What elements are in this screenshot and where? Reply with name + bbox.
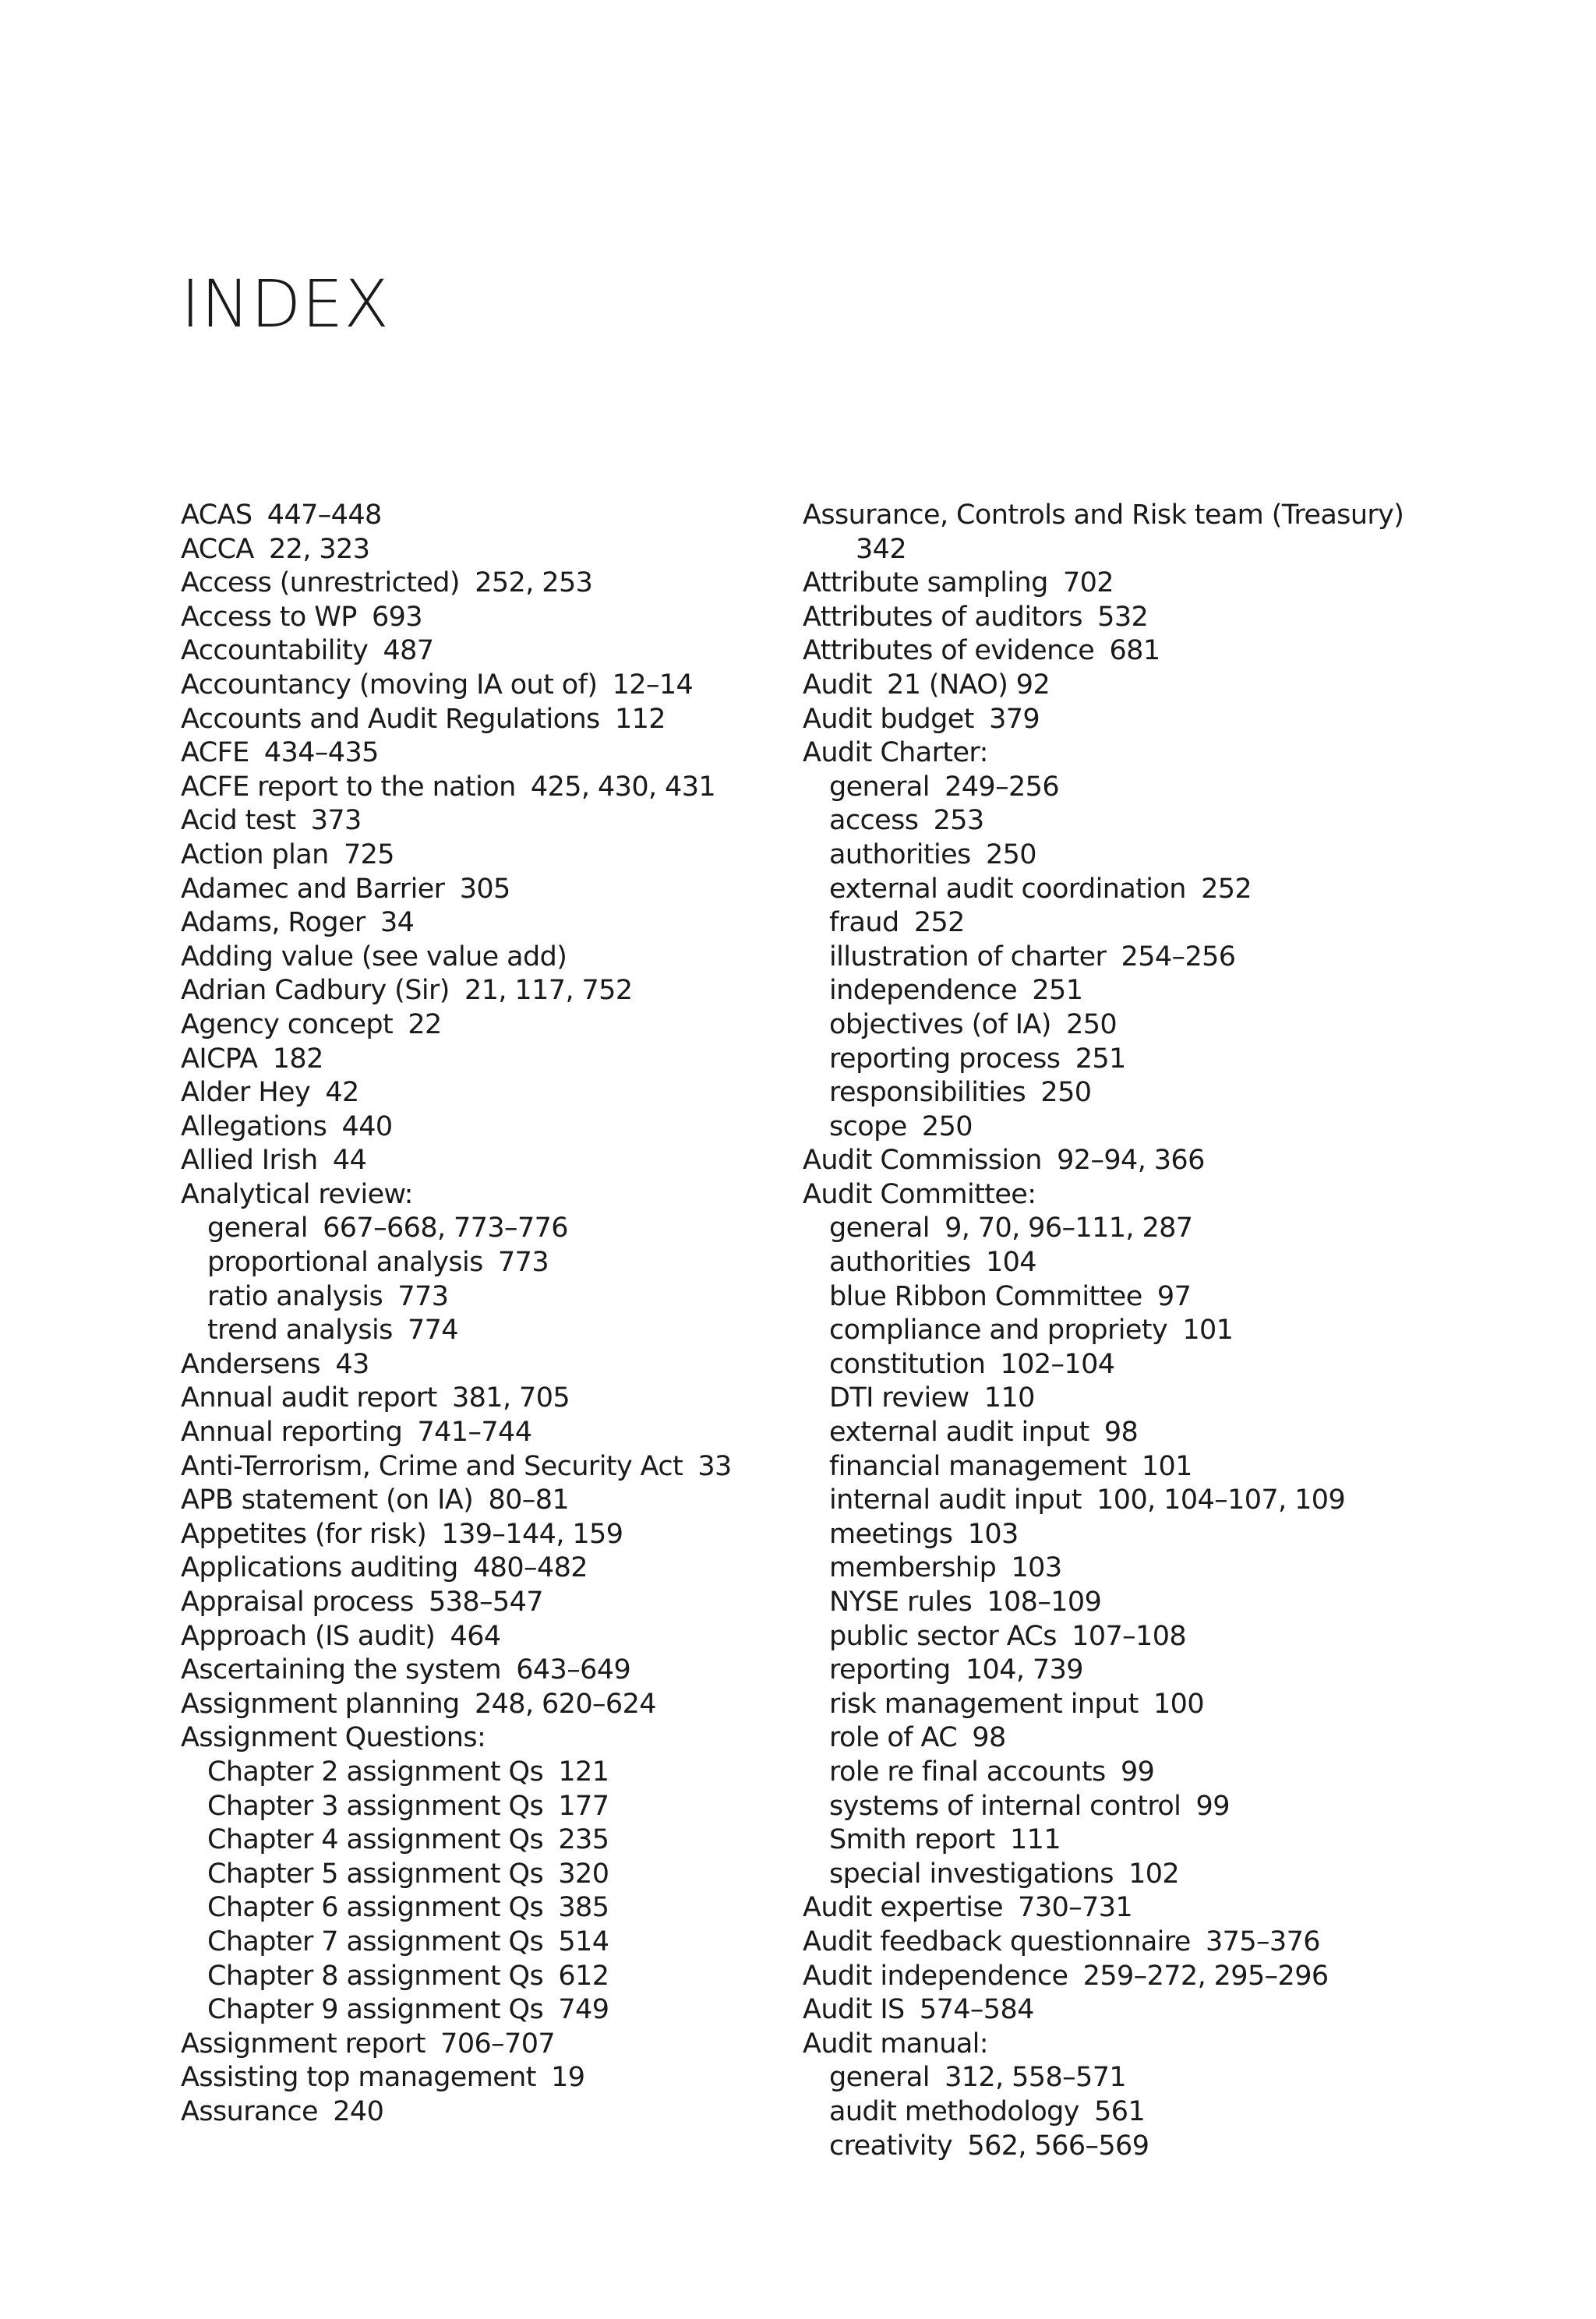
- index-term: Chapter 4 assignment Qs: [207, 1824, 544, 1856]
- index-term: compliance and propriety: [829, 1315, 1168, 1347]
- index-page-refs: 235: [558, 1824, 609, 1856]
- index-page-refs: 667–668, 773–776: [323, 1212, 568, 1244]
- index-page-refs: 702: [1062, 567, 1114, 599]
- index-page-refs: 98: [1103, 1417, 1139, 1449]
- index-page-refs: 514: [558, 1925, 609, 1957]
- index-term: trend analysis: [207, 1315, 393, 1347]
- index-entry: [181, 499, 804, 533]
- index-entry: [803, 736, 1504, 771]
- index-term: Audit feedback questionnaire: [803, 1925, 1191, 1957]
- index-term: Chapter 2 assignment Qs: [207, 1756, 544, 1788]
- index-subentry: [803, 1314, 1504, 1348]
- index-page-refs: 112: [614, 703, 666, 735]
- index-page-refs: 730–731: [1018, 1892, 1133, 1924]
- index-term: Audit manual:: [803, 2028, 988, 2060]
- index-page-refs: 532: [1097, 601, 1149, 633]
- index-term: audit methodology: [829, 2095, 1079, 2127]
- index-page-refs: 103: [1011, 1552, 1062, 1584]
- index-term: Alder Hey: [181, 1077, 311, 1109]
- index-page-refs: 121: [558, 1756, 609, 1788]
- index-term: Attribute sampling: [803, 567, 1048, 599]
- index-entry: [803, 1178, 1504, 1212]
- index-page-refs: 99: [1120, 1756, 1155, 1788]
- index-page-refs: 612: [558, 1960, 609, 1992]
- index-page-refs: 320: [558, 1858, 609, 1890]
- index-subentry: [803, 1008, 1504, 1043]
- index-page-refs: 385: [558, 1892, 609, 1924]
- index-page-refs: 100: [1153, 1688, 1205, 1720]
- index-page-refs: 375–376: [1206, 1925, 1320, 1957]
- index-term: Assurance: [181, 2095, 318, 2127]
- index-page-refs: 22: [408, 1008, 442, 1040]
- index-subentry: [803, 1212, 1504, 1246]
- index-term: ACAS: [181, 499, 252, 531]
- index-column-left: [181, 499, 804, 2130]
- index-entry: [803, 1993, 1504, 2028]
- index-term: Audit Charter:: [803, 737, 988, 769]
- index-term: meetings: [829, 1518, 953, 1550]
- index-page-refs: 101: [1141, 1450, 1192, 1482]
- index-entry: [181, 1348, 804, 1382]
- index-subentry: [803, 1076, 1504, 1110]
- index-page-refs: 111: [1010, 1824, 1061, 1856]
- index-page-refs: 43: [335, 1348, 369, 1380]
- index-subentry: [803, 2095, 1504, 2130]
- index-page-refs: 773: [397, 1280, 449, 1312]
- index-term: Adamec and Barrier: [181, 873, 445, 905]
- index-page-refs: 373: [310, 805, 362, 837]
- index-page-refs: 381, 705: [451, 1382, 570, 1414]
- index-subentry: [803, 1551, 1504, 1586]
- index-subentry: [803, 1382, 1504, 1416]
- index-term: Assisting top management: [181, 2062, 536, 2094]
- index-term: Audit independence: [803, 1960, 1068, 1992]
- index-page-refs: 251: [1075, 1043, 1126, 1075]
- index-term: Assignment Questions:: [181, 1722, 486, 1754]
- index-entry: [803, 1925, 1504, 1960]
- index-subentry: [803, 1043, 1504, 1077]
- index-page-refs: 749: [558, 1994, 609, 2026]
- index-term: Audit: [803, 669, 872, 701]
- index-subentry: [181, 1823, 804, 1858]
- index-entry: [803, 1960, 1504, 1994]
- index-page-refs: 693: [371, 601, 422, 633]
- page-title: INDEX: [181, 266, 390, 342]
- index-subentry: [803, 941, 1504, 975]
- index-page-refs: 92–94, 366: [1057, 1145, 1205, 1177]
- index-page-refs: 561: [1094, 2095, 1146, 2127]
- index-entry: [803, 1144, 1504, 1178]
- index-term: Anti-Terrorism, Crime and Security Act: [181, 1450, 683, 1482]
- index-term: Adrian Cadbury (Sir): [181, 975, 450, 1007]
- index-subentry: [181, 1790, 804, 1824]
- index-page-refs: 643–649: [516, 1654, 631, 1686]
- index-term: special investigations: [829, 1858, 1114, 1890]
- index-page-refs: 22, 323: [269, 533, 370, 565]
- index-subentry: [803, 1280, 1504, 1315]
- index-page-refs: 252, 253: [475, 567, 593, 599]
- index-page-refs: 19: [551, 2062, 585, 2094]
- index-subentry: [803, 1348, 1504, 1382]
- index-page-refs: 774: [407, 1315, 458, 1347]
- index-page-refs: 248, 620–624: [474, 1688, 656, 1720]
- index-subentry: [803, 1450, 1504, 1484]
- index-term: Action plan: [181, 838, 329, 870]
- index-entry: [803, 703, 1504, 737]
- index-page-refs: 250: [1066, 1008, 1118, 1040]
- index-term: Annual reporting: [181, 1417, 403, 1449]
- index-term: Chapter 6 assignment Qs: [207, 1892, 544, 1924]
- index-entry: [181, 1043, 804, 1077]
- index-term: ACFE report to the nation: [181, 771, 516, 803]
- index-entry: [181, 771, 804, 805]
- index-subentry: [803, 1416, 1504, 1450]
- index-page-refs: 425, 430, 431: [530, 771, 716, 803]
- index-subentry: [803, 1858, 1504, 1892]
- index-page-refs: 562, 566–569: [967, 2130, 1149, 2162]
- index-entry: [803, 634, 1504, 669]
- index-term: Audit Commission: [803, 1145, 1042, 1177]
- index-subentry: [181, 1246, 804, 1280]
- index-page-refs: 254–256: [1121, 941, 1236, 972]
- index-entry: [181, 634, 804, 669]
- index-term: financial management: [829, 1450, 1127, 1482]
- index-entry: [181, 838, 804, 873]
- index-term: reporting: [829, 1654, 951, 1686]
- index-subentry: [803, 1246, 1504, 1280]
- index-term: Ascertaining the system: [181, 1654, 501, 1686]
- index-subentry: [803, 1721, 1504, 1756]
- index-page-refs: 107–108: [1072, 1620, 1187, 1652]
- index-term: internal audit input: [829, 1484, 1082, 1516]
- index-entry: [803, 601, 1504, 635]
- index-term: Applications auditing: [181, 1552, 458, 1584]
- index-term: Attributes of auditors: [803, 601, 1082, 633]
- index-subentry: [803, 1790, 1504, 1824]
- index-term: Chapter 9 assignment Qs: [207, 1994, 544, 2026]
- index-page-refs: 464: [450, 1620, 501, 1652]
- index-page-refs: 249–256: [945, 771, 1059, 803]
- index-term: proportional analysis: [207, 1247, 483, 1279]
- index-page-refs: 312, 558–571: [945, 2062, 1127, 2094]
- index-term: Attributes of evidence: [803, 635, 1095, 667]
- index-subentry: [803, 2061, 1504, 2095]
- index-entry: [181, 804, 804, 838]
- index-subentry: [803, 1654, 1504, 1688]
- index-term: general: [829, 771, 930, 803]
- index-entry: [181, 1110, 804, 1145]
- index-entry: [181, 1076, 804, 1110]
- index-entry: [181, 1450, 804, 1484]
- index-term: general: [829, 2062, 930, 2094]
- index-entry: [181, 974, 804, 1008]
- index-page-refs: 434–435: [263, 737, 379, 769]
- index-page-refs: 250: [985, 838, 1036, 870]
- index-subentry: [803, 873, 1504, 907]
- index-page-refs: 104: [985, 1247, 1036, 1279]
- index-term: general: [829, 1212, 930, 1244]
- index-page-refs: 252: [913, 907, 965, 939]
- index-term: external audit coordination: [829, 873, 1186, 905]
- index-page-refs: 240: [333, 2095, 384, 2127]
- index-term: reporting process: [829, 1043, 1061, 1075]
- index-term: Assurance, Controls and Risk team (Treasury): [803, 499, 1404, 531]
- index-page-refs: 139–144, 159: [441, 1518, 623, 1550]
- index-page-refs: 44: [332, 1145, 367, 1177]
- index-term: Accounts and Audit Regulations: [181, 703, 600, 735]
- index-term: Access to WP: [181, 601, 357, 633]
- index-term: public sector ACs: [829, 1620, 1057, 1652]
- index-page-refs: 251: [1032, 975, 1083, 1007]
- index-page-refs: 725: [343, 838, 394, 870]
- index-page-refs: 100, 104–107, 109: [1096, 1484, 1346, 1516]
- index-entry: [181, 941, 804, 975]
- index-term: Agency concept: [181, 1008, 394, 1040]
- index-term: scope: [829, 1110, 907, 1142]
- index-term: creativity: [829, 2130, 953, 2162]
- index-page-refs: 98: [972, 1722, 1006, 1754]
- index-term: Audit budget: [803, 703, 974, 735]
- index-subentry: [181, 1993, 804, 2028]
- index-term: authorities: [829, 838, 971, 870]
- index-entry: [181, 906, 804, 941]
- index-entry: [181, 2095, 804, 2130]
- index-entry: [181, 2028, 804, 2062]
- index-term: membership: [829, 1552, 997, 1584]
- index-page-refs: 33: [697, 1450, 732, 1482]
- index-term: objectives (of IA): [829, 1008, 1051, 1040]
- index-term: ACFE: [181, 737, 249, 769]
- index-entry: [181, 1416, 804, 1450]
- index-term: general: [207, 1212, 308, 1244]
- index-entry: [181, 1144, 804, 1178]
- index-subentry: [803, 1110, 1504, 1145]
- index-subentry: [803, 1586, 1504, 1620]
- index-entry: [181, 1620, 804, 1654]
- index-page-refs: 447–448: [267, 499, 382, 531]
- index-subentry: [803, 1688, 1504, 1722]
- index-subentry: [181, 1858, 804, 1892]
- index-term: Allegations: [181, 1110, 327, 1142]
- index-entry: [803, 499, 1504, 567]
- index-entry: [181, 1586, 804, 1620]
- index-term: Adding value (see value add): [181, 941, 567, 972]
- index-page-refs: 259–272, 295–296: [1082, 1960, 1329, 1992]
- index-page-refs: 99: [1195, 1790, 1230, 1822]
- index-term: ACCA: [181, 533, 254, 565]
- index-term: Accountability: [181, 635, 369, 667]
- index-term: DTI review: [829, 1382, 969, 1414]
- index-page-refs: 34: [380, 907, 415, 939]
- index-page-refs: 574–584: [919, 1994, 1034, 2026]
- index-page-refs: 102–104: [1000, 1348, 1115, 1380]
- index-page-refs: 706–707: [440, 2028, 556, 2060]
- index-term: illustration of charter: [829, 941, 1107, 972]
- index-entry: [181, 533, 804, 567]
- index-term: Chapter 3 assignment Qs: [207, 1790, 544, 1822]
- index-subentry: [181, 1960, 804, 1994]
- index-term: Accountancy (moving IA out of): [181, 669, 598, 701]
- index-term: Access (unrestricted): [181, 567, 460, 599]
- index-page-refs: 440: [341, 1110, 393, 1142]
- index-entry: [181, 703, 804, 737]
- index-term: risk management input: [829, 1688, 1139, 1720]
- index-page-refs: 103: [967, 1518, 1019, 1550]
- index-subentry: [181, 1212, 804, 1246]
- index-term: blue Ribbon Committee: [829, 1280, 1142, 1312]
- index-term: Chapter 8 assignment Qs: [207, 1960, 544, 1992]
- index-entry: [181, 1551, 804, 1586]
- index-subentry: [803, 1484, 1504, 1518]
- index-term: Audit Committee:: [803, 1178, 1036, 1210]
- index-term: access: [829, 805, 919, 837]
- index-entry: [803, 2028, 1504, 2062]
- index-page-refs: 773: [497, 1247, 549, 1279]
- index-page-refs: 681: [1109, 635, 1160, 667]
- index-entry: [181, 1008, 804, 1043]
- index-term: Assignment report: [181, 2028, 425, 2060]
- index-page-refs: 97: [1156, 1280, 1192, 1312]
- index-page-refs: 80–81: [488, 1484, 570, 1516]
- index-term: Audit expertise: [803, 1892, 1003, 1924]
- index-entry: [181, 669, 804, 703]
- index-subentry: [803, 1620, 1504, 1654]
- index-subentry: [803, 1823, 1504, 1858]
- index-entry: [181, 1178, 804, 1212]
- index-subentry: [803, 804, 1504, 838]
- index-subentry: [803, 771, 1504, 805]
- index-term: independence: [829, 975, 1018, 1007]
- index-page-refs: 177: [558, 1790, 609, 1822]
- index-subentry: [181, 1925, 804, 1960]
- index-term: Appraisal process: [181, 1587, 414, 1618]
- index-page-refs: 379: [989, 703, 1040, 735]
- index-term: fraud: [829, 907, 899, 939]
- index-page-refs: 480–482: [473, 1552, 588, 1584]
- index-page-refs: 253: [933, 805, 984, 837]
- index-term: AICPA: [181, 1043, 258, 1075]
- index-page-refs: 741–744: [417, 1417, 532, 1449]
- index-entry: [181, 1721, 804, 1756]
- index-term: Chapter 5 assignment Qs: [207, 1858, 544, 1890]
- index-term: role re final accounts: [829, 1756, 1106, 1788]
- index-term: ratio analysis: [207, 1280, 383, 1312]
- index-page-refs: 305: [459, 873, 510, 905]
- index-page-refs: 12–14: [612, 669, 694, 701]
- index-subentry: [803, 974, 1504, 1008]
- index-page-refs: 110: [983, 1382, 1035, 1414]
- index-entry: [803, 669, 1504, 703]
- index-page-refs: 250: [1040, 1077, 1092, 1109]
- index-subentry: [803, 2130, 1504, 2164]
- index-term: systems of internal control: [829, 1790, 1181, 1822]
- index-entry: [181, 1382, 804, 1416]
- index-page-refs: 342: [856, 533, 907, 565]
- index-term: Assignment planning: [181, 1688, 460, 1720]
- index-term: APB statement (on IA): [181, 1484, 474, 1516]
- index-subentry: [803, 1518, 1504, 1552]
- index-entry: [181, 601, 804, 635]
- index-term: Andersens: [181, 1348, 321, 1380]
- index-page-refs: 104, 739: [965, 1654, 1083, 1686]
- index-term: responsibilities: [829, 1077, 1026, 1109]
- index-term: Acid test: [181, 805, 296, 837]
- index-subentry: [181, 1280, 804, 1315]
- index-subentry: [181, 1314, 804, 1348]
- index-subentry: [803, 838, 1504, 873]
- index-term: Audit IS: [803, 1994, 905, 2026]
- index-entry: [803, 1891, 1504, 1925]
- index-page-refs: 21 (NAO) 92: [887, 669, 1050, 701]
- index-term: role of AC: [829, 1722, 958, 1754]
- index-page-refs: 250: [921, 1110, 973, 1142]
- index-term: Analytical review:: [181, 1178, 413, 1210]
- index-term: authorities: [829, 1247, 971, 1279]
- index-entry: [181, 1518, 804, 1552]
- index-term: Approach (IS audit): [181, 1620, 436, 1652]
- index-page-refs: 101: [1182, 1315, 1234, 1347]
- index-page-refs: 21, 117, 752: [464, 975, 633, 1007]
- index-term: constitution: [829, 1348, 986, 1380]
- index-entry: [181, 736, 804, 771]
- index-term: Adams, Roger: [181, 907, 365, 939]
- index-term: Chapter 7 assignment Qs: [207, 1925, 544, 1957]
- index-entry: [181, 2061, 804, 2095]
- index-term: Smith report: [829, 1824, 995, 1856]
- index-entry: [181, 1688, 804, 1722]
- index-page-refs: 102: [1128, 1858, 1180, 1890]
- index-page-refs: 42: [325, 1077, 359, 1109]
- index-term: external audit input: [829, 1417, 1089, 1449]
- index-subentry: [803, 906, 1504, 941]
- index-term: Appetites (for risk): [181, 1518, 427, 1550]
- index-page-refs: 182: [272, 1043, 323, 1075]
- index-entry: [181, 1654, 804, 1688]
- index-page-refs: 108–109: [987, 1587, 1102, 1618]
- index-subentry: [181, 1756, 804, 1790]
- index-page-refs: 538–547: [429, 1587, 543, 1618]
- index-term: NYSE rules: [829, 1587, 973, 1618]
- index-term: Allied Irish: [181, 1145, 318, 1177]
- index-page-refs: 487: [383, 635, 434, 667]
- index-entry: [181, 1484, 804, 1518]
- index-entry: [181, 567, 804, 601]
- index-subentry: [803, 1756, 1504, 1790]
- index-term: Annual audit report: [181, 1382, 437, 1414]
- index-column-right: [803, 499, 1504, 2163]
- index-page-refs: 252: [1201, 873, 1252, 905]
- index-subentry: [181, 1891, 804, 1925]
- index-entry: [803, 567, 1504, 601]
- index-entry: [181, 873, 804, 907]
- index-page-refs: 9, 70, 96–111, 287: [945, 1212, 1193, 1244]
